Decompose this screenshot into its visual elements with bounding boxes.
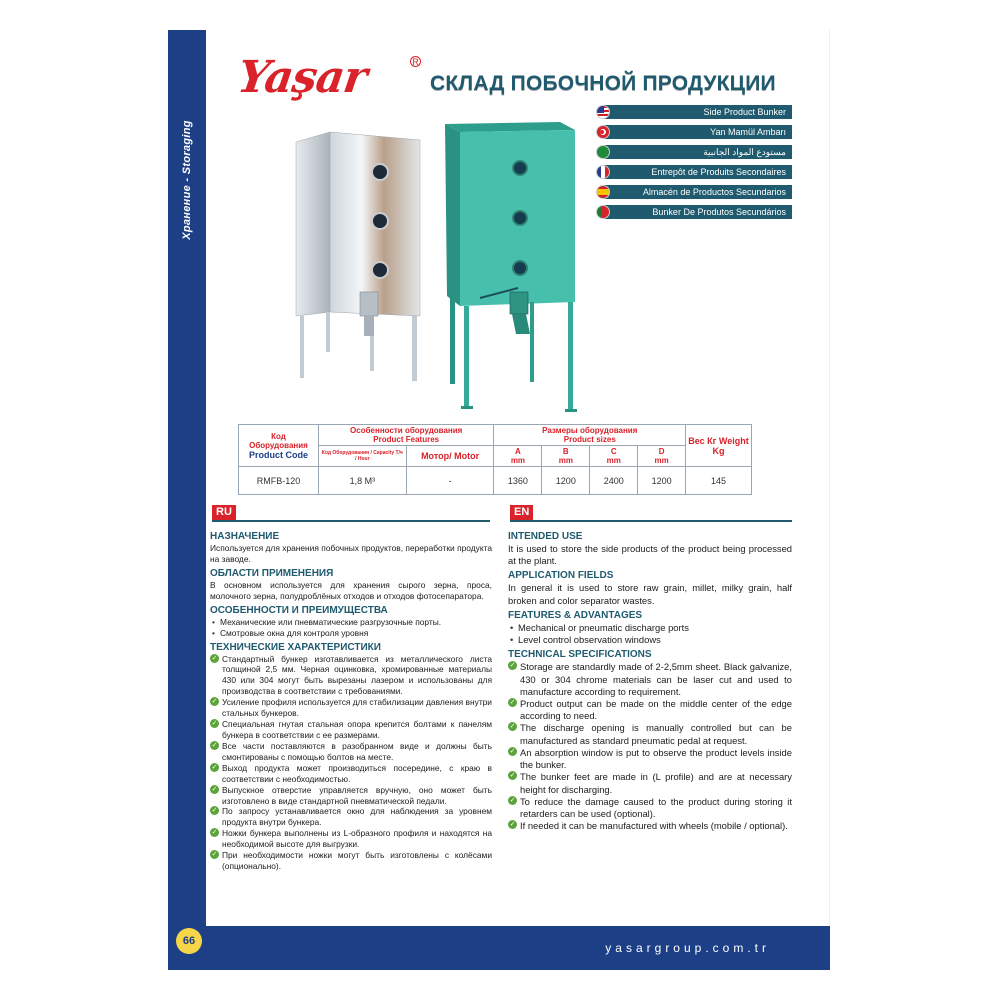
language-row <box>596 123 792 140</box>
en-fields-text: In general it is used to store raw grain, millet, milky grain, half broken and color separator wastes. <box>508 582 792 606</box>
sight-window <box>513 161 527 175</box>
en-features-title: FEATURES & ADVANTAGES <box>508 609 643 621</box>
en-divider <box>510 520 792 522</box>
language-row <box>596 203 792 220</box>
size-col-b-letter: B <box>562 447 569 456</box>
size-col-c-unit: mm <box>606 456 621 465</box>
row-capacity: 1,8 M³ <box>318 467 406 495</box>
size-col-a-unit: mm <box>510 456 526 465</box>
language-row <box>596 163 792 180</box>
size-col-a-letter: A <box>515 447 521 456</box>
bunker-illustration <box>290 120 590 420</box>
page-title: СКЛАД ПОБОЧНОЙ ПРОДУКЦИИ <box>430 72 776 95</box>
size-col-d-letter: D <box>658 447 665 456</box>
list-item: ✓ Стандартный бункер изготавливается из металлического листа толщиной 2,5 мм. Черная оцинковка, хромированные материалы 430 или 304 могут быть вырезаны лазером и использованы для производства в соответствии с требованиями. <box>210 654 492 698</box>
us-flag-icon <box>596 105 610 119</box>
fr-flag-icon <box>596 165 610 179</box>
size-col-d-unit: mm <box>654 456 669 465</box>
row-size-b: 1200 <box>542 467 590 495</box>
en-tech-title: TECHNICAL SPECIFICATIONS <box>508 649 652 661</box>
language-label: Side Product Bunker <box>604 105 792 119</box>
language-label: Bunker De Produtos Secundários <box>604 205 792 219</box>
row-size-c: 2400 <box>590 467 638 495</box>
capacity-header: Код Оборудования / Capacity T/ч / Hour <box>321 450 403 462</box>
es-flag-icon <box>596 185 610 199</box>
language-label: Almacén de Productos Secundarios <box>604 185 792 199</box>
tr-flag-icon <box>596 125 610 139</box>
en-purpose-text: It is used to store the side products of the product being processed at the plant. <box>508 543 792 567</box>
list-item: ✓ Product output can be made on the middle center of the edge according to need. <box>508 698 792 722</box>
ru-fields-title: ОБЛАСТИ ПРИМЕНЕНИЯ <box>210 567 334 579</box>
stainless-bunker <box>296 132 420 381</box>
brand-logo: Yaşar <box>234 52 370 103</box>
ru-features-list <box>210 617 492 639</box>
language-label: Entrepôt de Produits Secondaires <box>604 165 792 179</box>
language-label: Yan Mamül Ambarı <box>604 125 792 139</box>
list-item: • Level control observation windows <box>508 634 792 646</box>
en-fields-title: APPLICATION FIELDS <box>508 570 614 582</box>
features-header-en: Product Features <box>373 435 440 444</box>
ru-features-title: ОСОБЕННОСТИ И ПРЕИМУЩЕСТВА <box>210 604 388 616</box>
language-row <box>596 143 792 160</box>
en-purpose-title: INTENDED USE <box>508 531 583 542</box>
list-item: ✓ The bunker feet are made in (L profile) and are at necessary height for discharging. <box>508 771 792 795</box>
weight-header: Вес Кг Weight Kg <box>688 435 749 456</box>
list-item: ✓ По запросу устанавливается окно для наблюдения за уровнем продукта внутри бункера. <box>210 806 492 828</box>
registered-mark: R <box>410 56 421 67</box>
list-item: • Mechanical or pneumatic discharge ports <box>508 622 792 634</box>
code-header-ru: Код Оборудования <box>249 431 308 450</box>
sight-window <box>513 211 527 225</box>
ru-tech-list <box>210 654 492 872</box>
en-tab: EN <box>510 505 533 521</box>
section-label: Хранение - Storaging <box>181 120 193 240</box>
language-label: مستودع المواد الجانبية <box>604 145 792 159</box>
list-item: ✓ Выход продукта может производиться посередине, с краю в соответствии с необходимостью. <box>210 763 492 785</box>
sizes-header-ru: Размеры оборудования <box>542 426 638 435</box>
row-size-a: 1360 <box>494 467 542 495</box>
sizes-header-en: Product sizes <box>563 435 616 444</box>
ru-column <box>210 528 492 872</box>
ru-tab: RU <box>212 505 236 521</box>
language-row <box>596 183 792 200</box>
list-item: ✓ Выпускное отверстие управляется вручную, оно может быть изготовлено в виде стандартной пневматической педали. <box>210 785 492 807</box>
list-item: ✓ Специальная гнутая стальная опора крепится болтами к панелям бункера в соответствии с ее размерами. <box>210 719 492 741</box>
list-item: • Смотровые окна для контроля уровня <box>210 628 492 639</box>
language-row <box>596 103 792 120</box>
sight-window <box>513 261 527 275</box>
sight-window <box>372 213 388 229</box>
size-col-c-letter: C <box>610 447 617 456</box>
ru-purpose-title: НАЗНАЧЕНИЕ <box>210 531 280 542</box>
sight-window <box>372 262 388 278</box>
list-item: ✓ An absorption window is put to observe the product levels inside the bunker. <box>508 747 792 771</box>
language-list <box>596 103 792 223</box>
list-item: ✓ Усиление профиля используется для стабилизации давления внутри стальных бункеров. <box>210 697 492 719</box>
green-bunker <box>445 122 577 412</box>
features-header-ru: Особенности оборудования <box>350 426 463 435</box>
en-column <box>508 528 792 832</box>
en-tech-list <box>508 661 792 832</box>
row-size-d: 1200 <box>638 467 686 495</box>
list-item: ✓ Все части поставляются в разобранном виде и должны быть смонтированы с помощью болтов на месте. <box>210 741 492 763</box>
code-header-en: Product Code <box>248 449 308 460</box>
list-item: ✓ If needed it can be manufactured with wheels (mobile / optional). <box>508 820 792 832</box>
list-item: ✓ Ножки бункера выполнены из L-образного профиля и находятся на необходимой высоте для выгрузки. <box>210 828 492 850</box>
pt-flag-icon <box>596 205 610 219</box>
list-item: ✓ Storage are standardly made of 2-2,5mm sheet. Black galvanize, 430 or 304 chrome materials can be laser cut and used to manufacture according to requirement. <box>508 661 792 698</box>
ru-tech-title: ТЕХНИЧЕСКИЕ ХАРАКТЕРИСТИКИ <box>210 641 381 653</box>
row-weight: 145 <box>686 467 752 495</box>
row-code: RMFB-120 <box>239 467 319 495</box>
list-item: ✓ При необходимости ножки могут быть изготовлены с колёсами (опционально). <box>210 850 492 872</box>
spec-table <box>238 424 752 495</box>
footer-bar <box>206 926 830 970</box>
motor-header: Мотор/ Motor <box>421 451 480 461</box>
ru-fields-text: В основном используется для хранения сырого зерна, проса, молочного зерна, полудроблёных отходов и отходов фотосепаратора. <box>210 579 492 601</box>
list-item: • Механические или пневматические разгрузочные порты. <box>210 617 492 628</box>
sight-window <box>372 164 388 180</box>
en-features-list <box>508 622 792 646</box>
ru-divider <box>212 520 490 522</box>
table-row <box>239 467 752 495</box>
website-link[interactable]: yasargroup.com.tr <box>605 941 770 955</box>
list-item: ✓ The discharge opening is manually controlled but can be manufactured as standard pneumatic pedal at request. <box>508 722 792 746</box>
size-col-b-unit: mm <box>558 456 573 465</box>
ru-purpose-text: Используется для хранения побочных продуктов, переработки продукта на заводе. <box>210 543 492 564</box>
list-item: ✓ To reduce the damage caused to the product during storing it retarders can be used (optional). <box>508 796 792 820</box>
page-number: 66 <box>176 928 202 954</box>
row-motor: - <box>406 467 494 495</box>
sa-flag-icon <box>596 145 610 159</box>
